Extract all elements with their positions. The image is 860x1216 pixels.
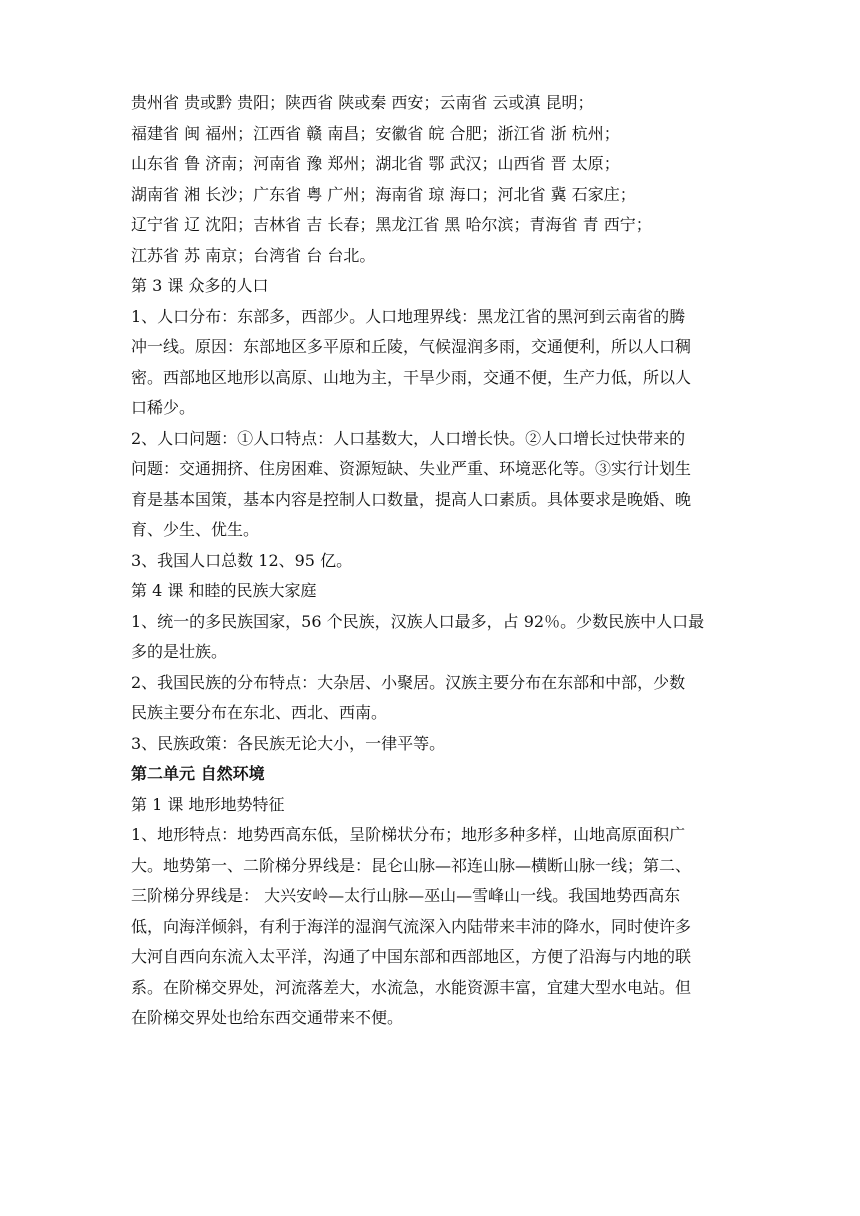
text-line: 1、地形特点：地势西高东低，呈阶梯状分布；地形多种多样，山地高原面积广 bbox=[131, 825, 686, 844]
lesson-heading: 第 1 课 地形地势特征 bbox=[131, 794, 285, 814]
text-line: 2、人口问题：①人口特点：人口基数大，人口增长快。②人口增长过快带来的 bbox=[131, 428, 686, 448]
text-line: 辽宁省 辽 沈阳；吉林省 吉 长春；黑龙江省 黑 哈尔滨；青海省 青 西宁； bbox=[131, 215, 652, 234]
text-line: 育是基本国策，基本内容是控制人口数量，提高人口素质。具体要求是晚婚、晚 bbox=[131, 489, 692, 509]
text-line: 在阶梯交界处也给东西交通带来不便。 bbox=[131, 1008, 404, 1027]
text-line: 口稀少。 bbox=[131, 398, 196, 417]
text-line: 1、人口分布：东部多，西部少。人口地理界线：黑龙江省的黑河到云南省的腾 bbox=[131, 306, 686, 326]
text-line: 3、我国人口总数 12、95 亿。 bbox=[131, 550, 353, 570]
text-line: 低，向海洋倾斜，有利于海洋的湿润气流深入内陆带来丰沛的降水，同时使许多 bbox=[131, 916, 692, 936]
text-line: 多的是壮族。 bbox=[131, 642, 228, 661]
text-line: 江苏省 苏 南京；台湾省 台 台北。 bbox=[131, 245, 376, 265]
text-line: 育、少生、优生。 bbox=[131, 520, 260, 539]
text-line: 大河自西向东流入太平洋，沟通了中国东部和西部地区，方便了沿海与内地的联 bbox=[131, 947, 692, 966]
text-line: 三阶梯分界线是： 大兴安岭—太行山脉—巫山—雪峰山一线。我国地势西高东 bbox=[131, 886, 681, 905]
document-page bbox=[131, 88, 731, 1034]
text-line: 系。在阶梯交界处，河流落差大，水流急，水能资源丰富，宜建大型水电站。但 bbox=[131, 977, 692, 997]
lesson-heading: 第 3 课 众多的人口 bbox=[131, 276, 269, 295]
text-line: 问题：交通拥挤、住房困难、资源短缺、失业严重、环境恶化等。③实行计划生 bbox=[131, 459, 692, 478]
text-line: 贵州省 贵或黔 贵阳；陕西省 陕或秦 西安；云南省 云或滇 昆明； bbox=[131, 93, 594, 112]
lesson-heading: 第 4 课 和睦的民族大家庭 bbox=[131, 581, 317, 600]
text-line: 大。地势第一、二阶梯分界线是：昆仑山脉—祁连山脉—横断山脉一线；第二、 bbox=[131, 855, 692, 875]
text-line: 民族主要分布在东北、西北、西南。 bbox=[131, 703, 388, 722]
text-line: 冲一线。原因：东部地区多平原和丘陵，气候湿润多雨，交通便利，所以人口稠 bbox=[131, 337, 692, 356]
text-line: 1、统一的多民族国家，56 个民族，汉族人口最多，占 92％。少数民族中人口最 bbox=[131, 611, 705, 631]
text-line: 福建省 闽 福州；江西省 赣 南昌；安徽省 皖 合肥；浙江省 浙 杭州； bbox=[131, 123, 620, 143]
text-line: 2、我国民族的分布特点：大杂居、小聚居。汉族主要分布在东部和中部，少数 bbox=[131, 672, 686, 692]
text-line: 密。西部地区地形以高原、山地为主，干旱少雨，交通不便，生产力低，所以人 bbox=[131, 367, 692, 387]
text-line: 3、民族政策：各民族无论大小，一律平等。 bbox=[131, 733, 446, 753]
unit-heading: 第二单元 自然环境 bbox=[131, 764, 265, 783]
text-line: 山东省 鲁 济南；河南省 豫 郑州；湖北省 鄂 武汉；山西省 晋 太原； bbox=[131, 154, 620, 173]
text-line: 湖南省 湘 长沙；广东省 粤 广州；海南省 琼 海口；河北省 冀 石家庄； bbox=[131, 184, 636, 204]
